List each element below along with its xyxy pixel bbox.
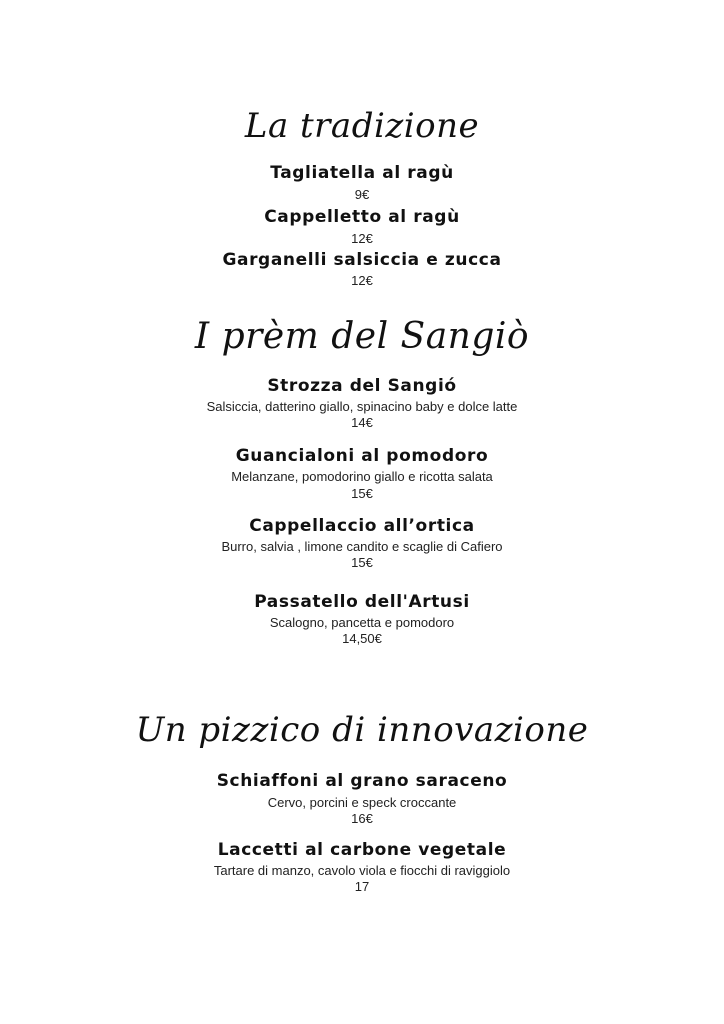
section-title-innovazione: Un pizzico di innovazione	[135, 710, 589, 750]
dish-name-cappelletto: Cappelletto al ragù	[264, 207, 460, 227]
dish-name-laccetti: Laccetti al carbone vegetale	[217, 840, 507, 860]
dish-price-passatello: 14,50€	[342, 631, 382, 646]
dish-price-tagliatella: 9€	[354, 187, 370, 202]
dish-price-laccetti: 17	[354, 879, 370, 894]
section-title-prem-sangio: I prèm del Sangiò	[194, 316, 530, 357]
dish-name-passatello: Passatello dell'Artusi	[254, 592, 470, 612]
dish-desc-passatello: Scalogno, pancetta e pomodoro	[269, 615, 455, 630]
dish-price-guancialoni: 15€	[351, 486, 373, 501]
dish-name-garganelli: Garganelli salsiccia e zucca	[222, 250, 502, 270]
dish-desc-guancialoni: Melanzane, pomodorino giallo e ricotta salata	[231, 469, 493, 484]
dish-desc-cappellaccio: Burro, salvia , limone candito e scaglie di Cafiero	[221, 539, 503, 554]
dish-name-strozza: Strozza del Sangió	[267, 376, 457, 396]
dish-name-tagliatella: Tagliatella al ragù	[270, 163, 454, 183]
dish-price-cappelletto: 12€	[351, 231, 373, 246]
dish-name-cappellaccio: Cappellaccio all’ortica	[249, 516, 475, 536]
dish-price-strozza: 14€	[351, 415, 373, 430]
dish-price-schiaffoni: 16€	[351, 811, 373, 826]
dish-name-guancialoni: Guancialoni al pomodoro	[235, 446, 489, 466]
dish-price-cappellaccio: 15€	[351, 555, 373, 570]
section-title-tradizione: La tradizione	[244, 106, 480, 146]
dish-desc-laccetti: Tartare di manzo, cavolo viola e fiocchi di raviggiolo	[213, 863, 511, 878]
dish-price-garganelli: 12€	[351, 273, 373, 288]
dish-desc-schiaffoni: Cervo, porcini e speck croccante	[267, 795, 457, 810]
dish-name-schiaffoni: Schiaffoni al grano saraceno	[216, 771, 508, 791]
dish-desc-strozza: Salsiccia, datterino giallo, spinacino baby e dolce latte	[206, 399, 518, 414]
